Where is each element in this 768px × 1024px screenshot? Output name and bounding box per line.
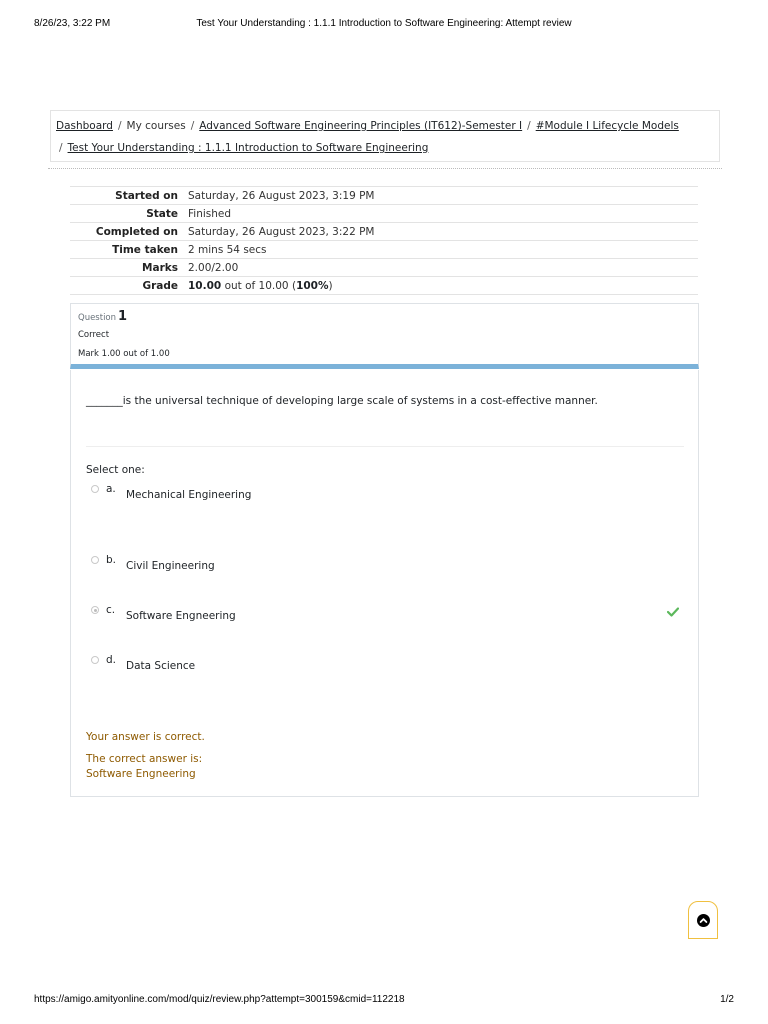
breadcrumb-separator: / — [117, 120, 122, 132]
chevron-up-icon — [697, 914, 710, 927]
option-text: Mechanical Engineering — [126, 489, 252, 501]
option-letter: c. — [106, 604, 116, 616]
summary-row-time-taken — [70, 241, 698, 259]
option-text: Civil Engineering — [126, 560, 215, 572]
summary-label: Grade — [70, 277, 188, 295]
attempt-summary-table — [70, 186, 698, 295]
option-letter: b. — [106, 554, 117, 566]
answer-option-c[interactable] — [91, 604, 681, 624]
breadcrumb-module[interactable]: #Module I Lifecycle Models — [535, 120, 679, 132]
option-text: Software Engneering — [126, 610, 236, 622]
back-to-top-button[interactable] — [688, 901, 718, 939]
summary-value: Saturday, 26 August 2023, 3:19 PM — [188, 187, 698, 205]
breadcrumb — [50, 110, 720, 162]
divider — [86, 446, 684, 447]
question-info — [70, 303, 699, 369]
summary-value: 2.00/2.00 — [188, 259, 698, 277]
question-heading — [78, 309, 127, 324]
summary-label: Time taken — [70, 241, 188, 259]
print-url: https://amigo.amityonline.com/mod/quiz/review.php?attempt=300159&cmid=112218 — [34, 994, 405, 1005]
summary-row-state — [70, 205, 698, 223]
breadcrumb-separator: / — [59, 142, 63, 154]
right-answer-label: The correct answer is: — [86, 753, 203, 765]
check-icon — [667, 607, 679, 617]
print-title: Test Your Understanding : 1.1.1 Introduction to Software Engineering: Attempt review — [196, 18, 572, 29]
question-mark: Mark 1.00 out of 1.00 — [78, 349, 170, 359]
answer-option-b[interactable] — [91, 554, 681, 574]
radio-button-selected[interactable] — [91, 606, 99, 614]
right-answer: Software Engneering — [86, 768, 196, 780]
summary-label: Started on — [70, 187, 188, 205]
grade-close: ) — [328, 279, 333, 292]
divider — [48, 168, 722, 169]
question-content — [70, 370, 699, 797]
answer-option-d[interactable] — [91, 654, 681, 674]
breadcrumb-quiz[interactable]: Test Your Understanding : 1.1.1 Introduction to Software Engineering — [67, 142, 429, 154]
answer-option-a[interactable] — [91, 483, 681, 503]
option-letter: a. — [106, 483, 116, 495]
breadcrumb-separator: / — [190, 120, 195, 132]
print-page-number: 1/2 — [720, 994, 734, 1005]
grade-value — [188, 277, 698, 295]
grade-out-of: out of 10.00 ( — [224, 279, 297, 292]
summary-row-completed — [70, 223, 698, 241]
summary-value: Finished — [188, 205, 698, 223]
summary-row-grade — [70, 277, 698, 295]
question-number: 1 — [118, 309, 128, 324]
breadcrumb-my-courses: My courses — [126, 120, 186, 132]
print-date: 8/26/23, 3:22 PM — [34, 18, 111, 29]
radio-button[interactable] — [91, 556, 99, 564]
summary-value: 2 mins 54 secs — [188, 241, 698, 259]
option-text: Data Science — [126, 660, 196, 672]
grade-percent: 100% — [296, 279, 329, 292]
summary-label: State — [70, 205, 188, 223]
breadcrumb-course[interactable]: Advanced Software Engineering Principles (IT612)-Semester I — [199, 120, 523, 132]
summary-label: Marks — [70, 259, 188, 277]
select-one-prompt: Select one: — [86, 464, 145, 476]
radio-button[interactable] — [91, 485, 99, 493]
summary-row-started — [70, 187, 698, 205]
question-label: Question — [78, 313, 117, 323]
summary-value: Saturday, 26 August 2023, 3:22 PM — [188, 223, 698, 241]
breadcrumb-separator: / — [527, 120, 531, 132]
breadcrumb-dashboard[interactable]: Dashboard — [56, 120, 113, 132]
question-state: Correct — [78, 330, 110, 340]
feedback-text: Your answer is correct. — [86, 731, 205, 743]
summary-row-marks — [70, 259, 698, 277]
question-text: _______is the universal technique of developing large scale of systems in a cost-effective manner. — [86, 395, 598, 407]
grade-score: 10.00 — [188, 279, 222, 292]
option-letter: d. — [106, 654, 117, 666]
radio-button[interactable] — [91, 656, 99, 664]
summary-label: Completed on — [70, 223, 188, 241]
